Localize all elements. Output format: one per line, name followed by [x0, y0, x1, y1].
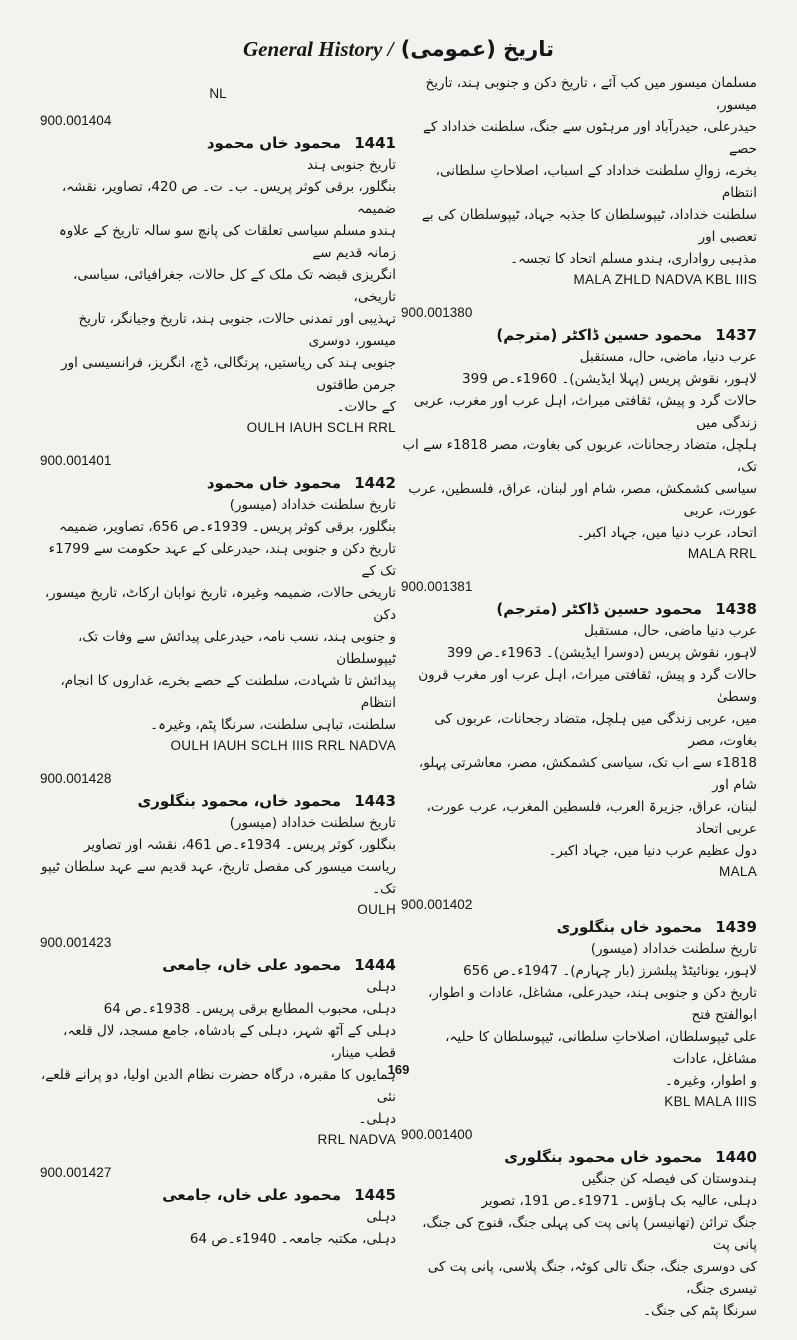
right-column [401, 72, 757, 1340]
library-codes: RRL NADVA [317, 1132, 396, 1147]
header-urdu: تاریخ (عمومی) [400, 37, 555, 61]
text-line: مذہبی رواداری، ہندو مسلم اتحاد کا تجسہ۔ [510, 251, 757, 267]
call-number: 900.001428 [40, 771, 112, 786]
text-line: بخرے، زوالِ سلطنت خداداد کے اسباب، اصلاحاتِ سلطانی، انتظام [435, 163, 757, 201]
text-line: سلطنت خداداد، ٹیپوسلطان کا جذبہ جہاد، ٹیپوسلطان کی بے تعصبی اور [421, 207, 757, 245]
page-number: 169 [387, 1062, 410, 1077]
text-line: دول عظیم عرب دنیا میں، جہاد اکبر۔ [548, 843, 757, 859]
text-line: سرنگا پٹم کی جنگ۔ [643, 1303, 757, 1319]
entry-number: 1437 [715, 326, 757, 344]
text-line: تاریخ سلطنت خداداد (میسور) [590, 941, 757, 957]
entry-number: 1438 [715, 600, 757, 618]
entry-author: محمود علی خاں، جامعی [162, 1186, 342, 1204]
intro-entry [401, 72, 757, 287]
text-line: و اطوار، وغیرہ۔ [664, 1073, 757, 1089]
entry-1440 [401, 1127, 757, 1322]
text-line: عرب دنیا ماضی، حال، مستقبل [584, 623, 757, 639]
library-codes: MALA RRL [687, 546, 757, 561]
entry-author: محمود حسین ڈاکٹر (مترجم) [496, 326, 703, 344]
text-line: بنگلور، برقی کوثر پریس۔ 1939ء۔ص 656، تصاویر، ضمیمہ [58, 519, 396, 535]
text-line: میں، عربی زندگی میں ہلچل، متضاد رجحانات، عربوں کی بغاوت، مصر [434, 711, 757, 749]
call-number: 900.001404 [40, 113, 112, 128]
entry-author: محمود خاں محمود [206, 134, 342, 152]
text-line: حالات گرد و پیش، ثقافتی میراث، اہل عرب اور مغرب قرون وسطیٰ [418, 667, 757, 705]
entry-heading [40, 134, 396, 152]
text-line: بنگلور، کوثر پریس۔ 1934ء۔ص 461، نقشہ اور تصاویر [83, 837, 396, 853]
call-number: 900.001400 [401, 1127, 473, 1142]
library-codes: NL [209, 86, 227, 101]
text-line: دہلی، عالیہ بک ہاؤس۔ 1971ء۔ص 191، تصویر [481, 1193, 757, 1209]
text-line: ہمایوں کا مقبرہ، درگاہ حضرت نظام الدین اولیا، دو پرانے قلعے، نئی [40, 1067, 396, 1105]
text-line: سیاسی کشمکش، مصر، شام اور لبنان، عراق، فلسطین، عرب عورت، عربی [408, 481, 757, 519]
text-line: تاریخ دکن و جنوبی ہند، حیدرعلی کے عہد حکومت سے 1799ء تک کے [48, 541, 396, 579]
text-line: بنگلور، برقی کوثر پریس۔ ب۔ ت۔ ص 420، تصاویر، نقشہ، ضمیمہ [61, 179, 396, 217]
entry-heading [40, 1186, 396, 1204]
text-line: و جنوبی ہند، نسب نامہ، حیدرعلی پیدائش سے وفات تک، ٹیپوسلطان [77, 629, 396, 667]
text-line: لبنان، عراق، جزیرۃ العرب، فلسطین المغرب، عرب عورت، عربی اتحاد [426, 799, 757, 837]
text-line: انگریزی قبضہ تک ملک کے کل حالات، جغرافیائی، سیاسی، تاریخی، [73, 267, 396, 305]
library-codes: OULH IAUH SCLH RRL [246, 420, 396, 435]
text-line: لاہور، نقوش پریس (پہلا ایڈیشن)۔ 1960ء۔ص 399 [462, 371, 757, 387]
library-codes: MALA ZHLD NADVA KBL IIIS [573, 272, 757, 287]
text-line: حالات گرد و پیش، ثقافتی میراث، اہل عرب اور مغرب، عربی زندگی میں [413, 393, 757, 431]
entry-1443 [40, 771, 396, 917]
entry-number: 1441 [354, 134, 396, 152]
text-line: دہلی، محبوب المطابع برقی پریس۔ 1938ء۔ص 64 [103, 1001, 396, 1017]
call-number: 900.001427 [40, 1165, 112, 1180]
entry-1444 [40, 935, 396, 1147]
entry-author: محمود خاں محمود [206, 474, 342, 492]
text-line: لاہور، نقوش پریس (دوسرا ایڈیشن)۔ 1963ء۔ص 399 [446, 645, 757, 661]
entry-number: 1440 [715, 1148, 757, 1166]
text-line: جنوبی ہند کی ریاستیں، پرتگالی، ڈچ، انگریز، فرانسیسی اور جرمن طاقتوں [61, 355, 396, 393]
text-line: ہندو مسلم سیاسی تعلقات کی پانچ سو سالہ تاریخ کے علاوہ زمانہ قدیم سے [58, 223, 396, 261]
text-line: کی دوسری جنگ، جنگ تالی کوٹہ، جنگ پلاسی، پانی پت کی تیسری جنگ، [427, 1259, 757, 1297]
library-codes: OULH IAUH SCLH IIIS RRL NADVA [170, 738, 396, 753]
text-line: ہلچل، متضاد رجحانات، عربوں کی بغاوت، مصر 1818ء سے اب تک، [402, 437, 757, 475]
text-line: تاریخ دکن و جنوبی ہند، حیدرعلی، مشاغل، عادات و اطوار، ابوالفتح فتح [428, 985, 757, 1023]
call-number: 900.001380 [401, 305, 473, 320]
text-line: عرب دنیا، ماضی، حال، مستقبل [579, 349, 757, 365]
text-line: تہذیبی اور تمدنی حالات، جنوبی ہند، تاریخ وجیانگر، تاریخ میسور، دوسری [78, 311, 396, 349]
entry-heading [401, 600, 757, 618]
entry-heading [40, 792, 396, 810]
call-number: 900.001402 [401, 897, 473, 912]
call-number: 900.001423 [40, 935, 112, 950]
text-line: تاریخ جنوبی ہند [307, 157, 396, 173]
call-number: 900.001381 [401, 579, 473, 594]
text-line: اتحاد، عرب دنیا میں، جہاد اکبر۔ [576, 525, 757, 541]
entry-heading [401, 326, 757, 344]
text-line: دہلی کے آٹھ شہر، دہلی کے بادشاہ، جامع مسجد، لال قلعہ، قطب مینار، [62, 1023, 396, 1061]
entry-1439 [401, 897, 757, 1109]
header-english: General History / [242, 37, 394, 61]
text-line: پیدائش تا شہادت، سلطنت کے حصے بخرے، غداروں کا انجام، انتظام [60, 673, 396, 711]
text-line: ہندوستان کی فیصلہ کن جنگیں [581, 1171, 757, 1187]
entry-1441 [40, 113, 396, 435]
text-line: سلطنت، تباہی سلطنت، سرنگا پٹم، وغیرہ۔ [150, 717, 396, 733]
entry-number: 1445 [354, 1186, 396, 1204]
page-header [0, 36, 797, 62]
text-line: کے حالات۔ [336, 399, 396, 415]
library-codes: MALA [719, 864, 757, 879]
entry-number: 1444 [354, 956, 396, 974]
text-line: لاہور، یونائیٹڈ پبلشرز (بار چہارم)۔ 1947ء۔ص 656 [463, 963, 757, 979]
text-line: دہلی [366, 1209, 396, 1225]
library-codes: OULH [357, 902, 396, 917]
entry-author: محمود علی خاں، جامعی [162, 956, 342, 974]
call-number: 900.001401 [40, 453, 112, 468]
text-line: جنگ ترائن (تھانیسر) پانی پت کی پہلی جنگ، قنوج کی جنگ، پانی پت [422, 1215, 757, 1253]
text-line: حیدرعلی، حیدرآباد اور مرہٹوں سے جنگ، سلطنت خداداد کے حصے [422, 119, 757, 157]
entry-1438 [401, 579, 757, 879]
text-line: 1818ء سے اب تک، سیاسی کشمکش، مصر، معاشرتی پہلو، شام اور [418, 755, 757, 793]
entry-1437 [401, 305, 757, 561]
text-line: تاریخ سلطنت خداداد (میسور) [229, 497, 396, 513]
text-line: دہلی، مکتبہ جامعہ۔ 1940ء۔ص 64 [189, 1231, 396, 1247]
text-line: دہلی [366, 979, 396, 995]
entry-author: محمود خاں محمود بنگلوری [504, 1148, 703, 1166]
entry-1442 [40, 453, 396, 753]
entry-heading [40, 474, 396, 492]
text-line: تاریخی حالات، ضمیمہ وغیرہ، تاریخ نوابان ارکاٹ، تاریخ میسور، دکن [44, 585, 396, 623]
entry-heading [401, 1148, 757, 1166]
entry-author: محمود خاں، محمود بنگلوری [137, 792, 342, 810]
entry-heading [40, 956, 396, 974]
entry-number: 1442 [354, 474, 396, 492]
text-line: دہلی۔ [358, 1111, 396, 1127]
entry-author: محمود خاں بنگلوری [556, 918, 703, 936]
text-line: علی ٹیپوسلطان، اصلاحاتِ سلطانی، ٹیپوسلطان کا حلیہ، مشاغل، عادات [445, 1029, 757, 1067]
entry-author: محمود حسین ڈاکٹر (مترجم) [496, 600, 703, 618]
entry-heading [401, 918, 757, 936]
text-line: تاریخ سلطنت خداداد (میسور) [229, 815, 396, 831]
entry-1445 [40, 1165, 396, 1250]
library-codes: KBL MALA IIIS [664, 1094, 757, 1109]
entry-number: 1439 [715, 918, 757, 936]
text-line: مسلمان میسور میں کب آئے ، تاریخ دکن و جنوبی ہند، تاریخ میسور، [425, 75, 757, 113]
text-line: ریاست میسور کی مفصل تاریخ، عہد قدیم سے عہد سلطان ٹیپو تک۔ [41, 859, 396, 897]
entry-number: 1443 [354, 792, 396, 810]
left-column [40, 72, 396, 1268]
